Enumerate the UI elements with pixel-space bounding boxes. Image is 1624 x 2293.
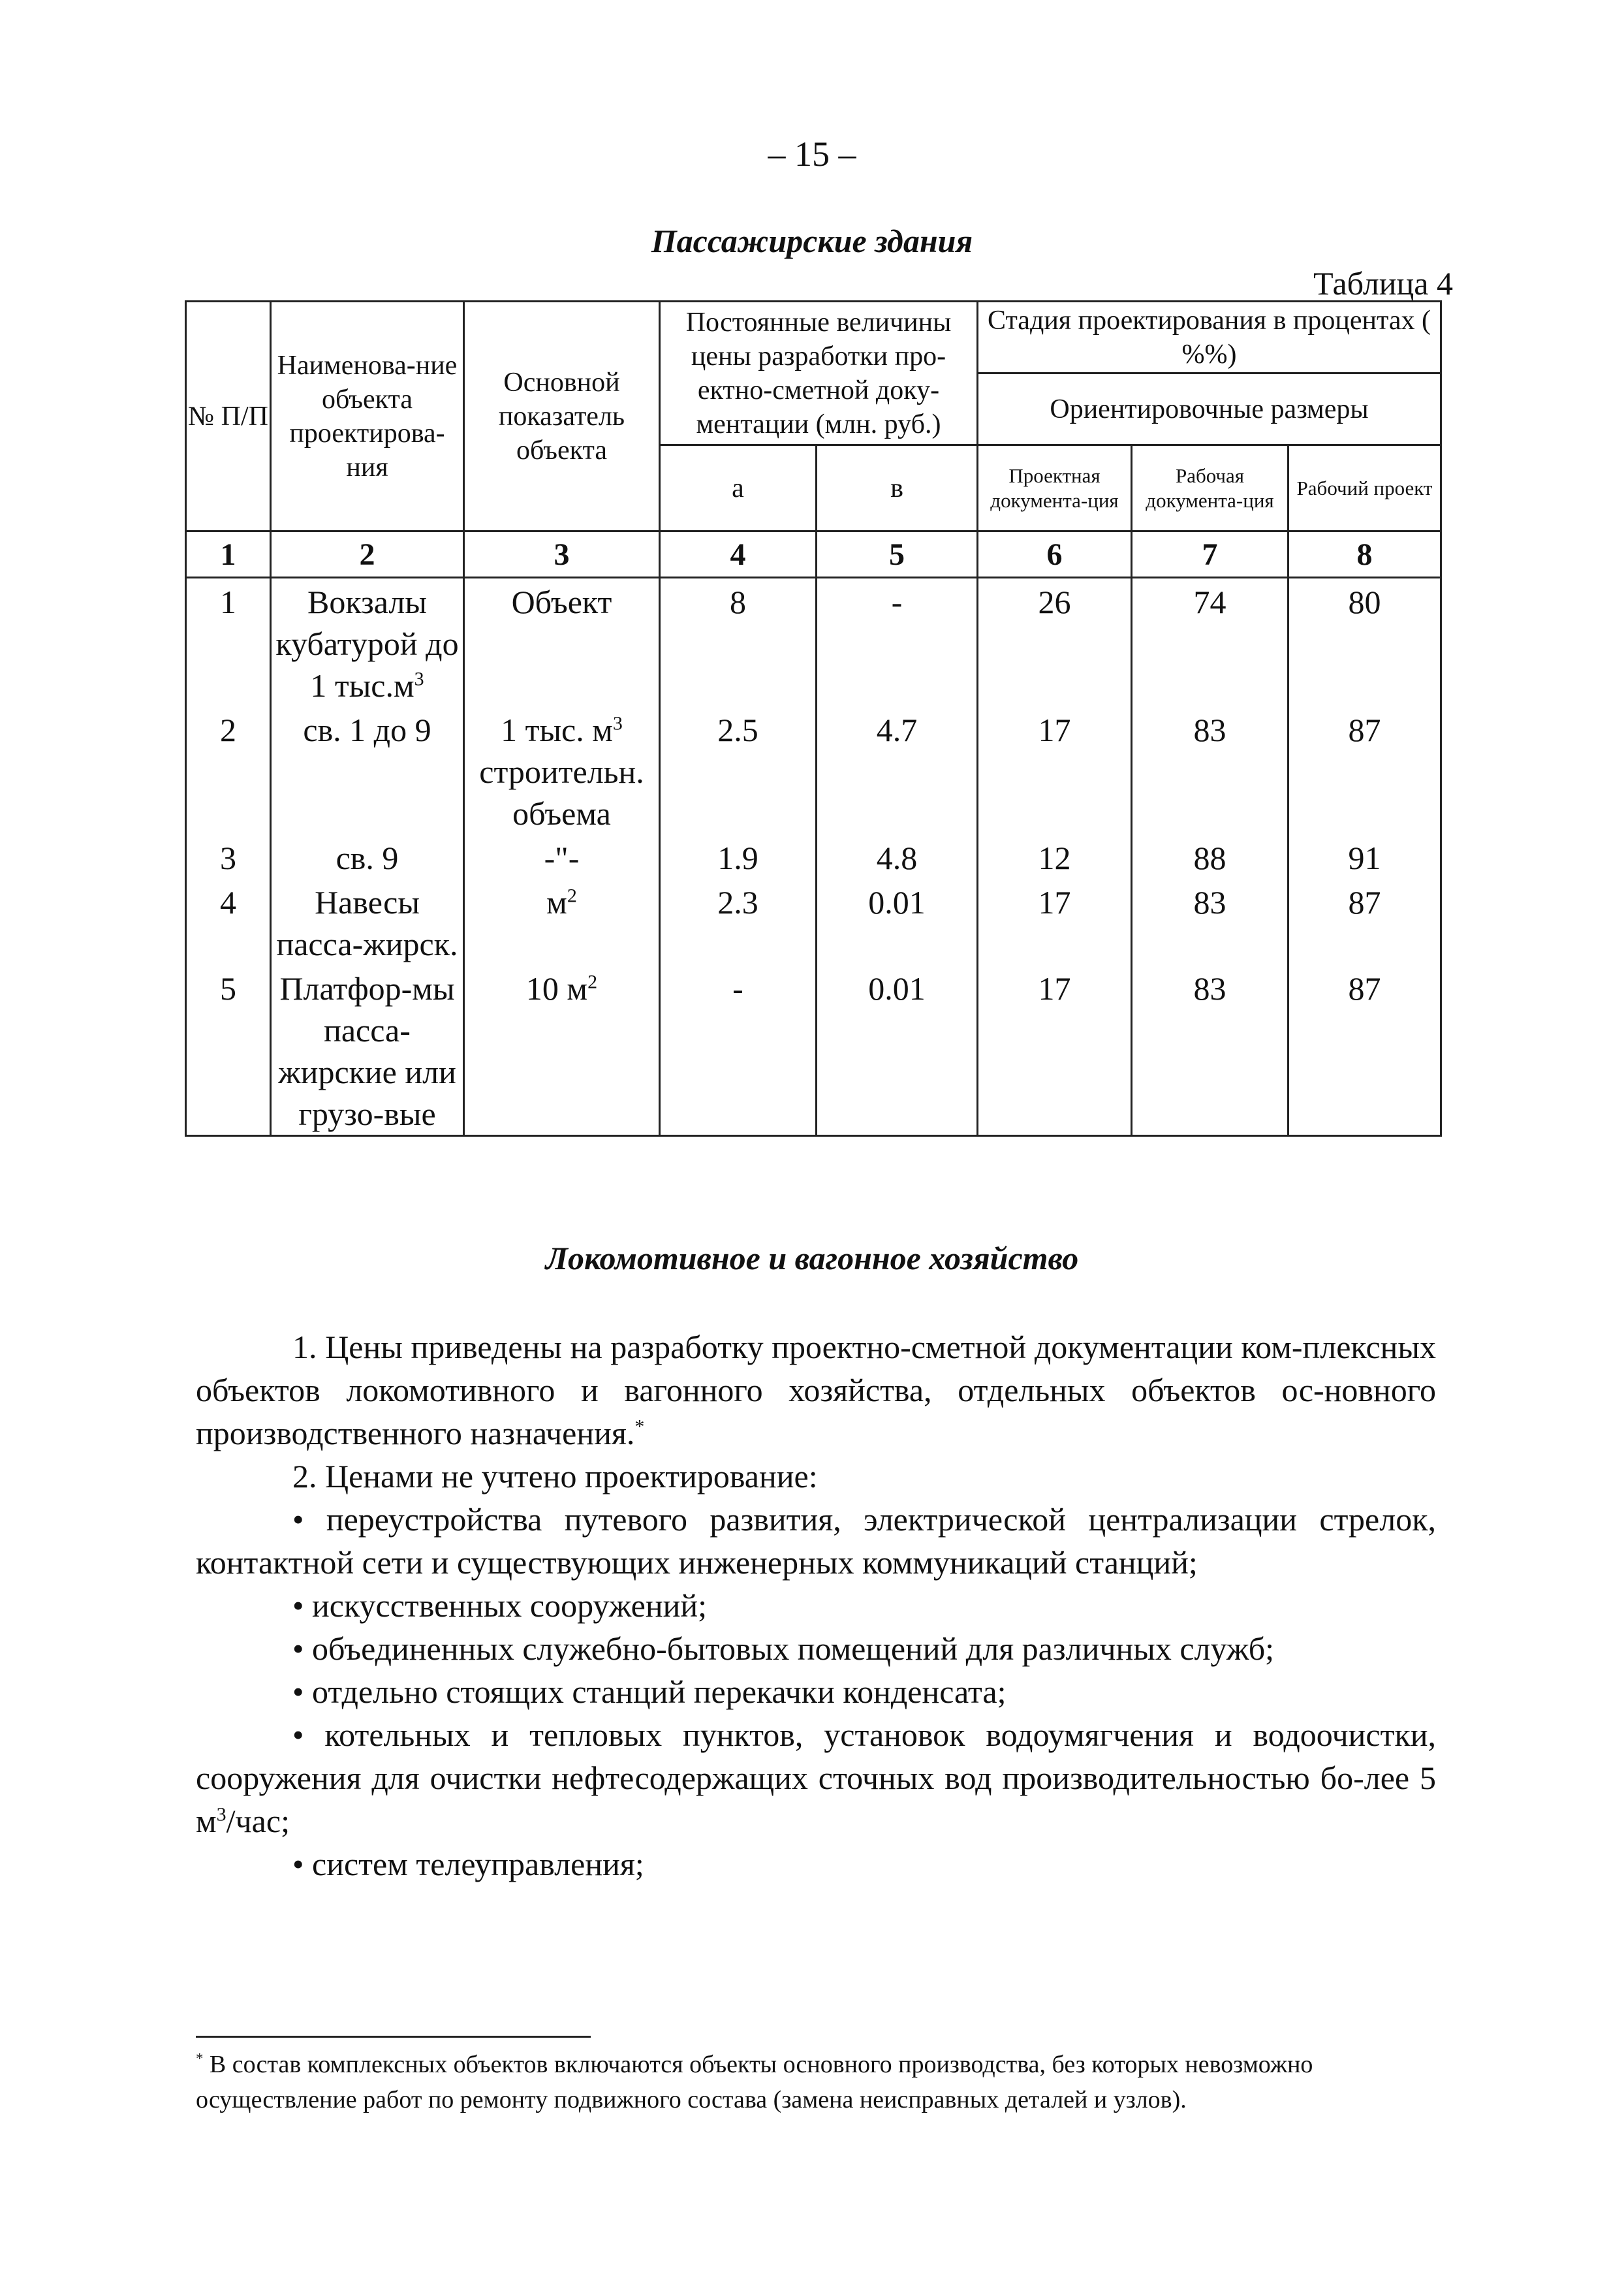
cell-indicator: -"- — [464, 834, 660, 879]
table-row — [186, 879, 1441, 965]
column-number: 1 — [186, 531, 271, 578]
cell-work-doc: 74 — [1132, 578, 1288, 707]
bullet-item: • отдельно стоящих станций перекачки конденсата; — [196, 1670, 1436, 1713]
bullet-item: • объединенных служебно-бытовых помещений для различных служб; — [196, 1627, 1436, 1670]
column-number: 4 — [660, 531, 817, 578]
cell-work-doc: 83 — [1132, 879, 1288, 965]
header-work-project: Рабочий проект — [1288, 445, 1441, 531]
cell-num: 3 — [186, 834, 271, 879]
cell-project-doc: 26 — [978, 578, 1132, 707]
bullet-item: • искусственных сооружений; — [196, 1584, 1436, 1627]
cell-work-project: 87 — [1288, 879, 1441, 965]
table-row — [186, 578, 1441, 707]
cell-name: Платфор-мы пасса-жирские или грузо-вые — [271, 965, 464, 1136]
price-table — [185, 300, 1442, 1137]
cell-work-doc: 88 — [1132, 834, 1288, 879]
bullet-item: • систем телеуправления; — [196, 1842, 1436, 1886]
cell-name: св. 1 до 9 — [271, 706, 464, 834]
cell-indicator: $м^2$ — [464, 879, 660, 965]
cell-work-project: 80 — [1288, 578, 1441, 707]
header-project-doc: Проектная документа-ция — [978, 445, 1132, 531]
cell-num: 5 — [186, 965, 271, 1136]
cell-name: Навесы пасса-жирск. — [271, 879, 464, 965]
cell-work-project: 91 — [1288, 834, 1441, 879]
paragraph-2: 2. Ценами не учтено проектирование: — [292, 1458, 818, 1494]
cell-b: 0.01 — [817, 965, 978, 1136]
table-row — [186, 834, 1441, 879]
column-number: 3 — [464, 531, 660, 578]
header-indicator: Основной показатель объекта — [464, 302, 660, 531]
cell-a: - — [660, 965, 817, 1136]
header-object-name: Наименова-ние объекта проектирова-ния — [271, 302, 464, 531]
cell-b: 0.01 — [817, 879, 978, 965]
section-title-locomotive: Локомотивное и вагонное хозяйство — [545, 1240, 1079, 1276]
table-row — [186, 965, 1441, 1136]
table-label: Таблица 4 — [1313, 265, 1453, 302]
bullet-item: • переустройства путевого развития, электрической централизации стрелок, контактной сети и существующих инженерных коммуникаций станций; — [196, 1498, 1436, 1584]
section-title-passenger: Пассажирские здания — [651, 223, 973, 259]
header-num: № П/П — [186, 302, 271, 531]
cell-a: 2.3 — [660, 879, 817, 965]
cell-work-project: 87 — [1288, 706, 1441, 834]
paragraph-1: 1. Цены приведены на разработку проектно-сметной документации ком-плексных объектов локомотивного и вагонного хозяйства, отдельных объектов ос-новного производственного назначения.* — [196, 1329, 1436, 1451]
cell-name: Вокзалы кубатурой до 1 $тыс.м^3$ — [271, 578, 464, 707]
header-col-a: а — [660, 445, 817, 531]
footnote-divider — [196, 2036, 591, 2038]
header-work-doc: Рабочая документа-ция — [1132, 445, 1288, 531]
cell-num: 1 — [186, 578, 271, 707]
cell-num: 4 — [186, 879, 271, 965]
cell-indicator: 10 $м^2$ — [464, 965, 660, 1136]
bullet-item: • котельных и тепловых пунктов, установок водоумягчения и водоочистки, сооружения для очистки нефтесодержащих сточных вод производительностью бо-лее 5 $м^3$/час; — [196, 1713, 1436, 1842]
cell-project-doc: 17 — [978, 965, 1132, 1136]
cell-a: 1.9 — [660, 834, 817, 879]
cell-b: 4.7 — [817, 706, 978, 834]
cell-indicator: 1 тыс. $м^3$ строительн. объема — [464, 706, 660, 834]
cell-project-doc: 17 — [978, 879, 1132, 965]
header-constants: Постоянные величины цены разработки про-ектно-сметной доку-ментации (млн. руб.) — [660, 302, 978, 445]
column-number: 7 — [1132, 531, 1288, 578]
header-col-b: в — [817, 445, 978, 531]
cell-indicator: Объект — [464, 578, 660, 707]
cell-name: св. 9 — [271, 834, 464, 879]
header-sizes: Ориентировочные размеры — [978, 373, 1441, 445]
cell-a: 8 — [660, 578, 817, 707]
cell-project-doc: 12 — [978, 834, 1132, 879]
footnote: * В состав комплексных объектов включаются объекты основного производства, без которых невозможно осуществление работ по ремонту подвижного состава (замена неисправных деталей и узлов). — [196, 2050, 1313, 2113]
page-number: – 15 – — [768, 134, 856, 174]
cell-b: - — [817, 578, 978, 707]
cell-num: 2 — [186, 706, 271, 834]
column-number: 8 — [1288, 531, 1441, 578]
header-stage: Стадия проектирования в процентах ( %%) — [978, 302, 1441, 373]
cell-work-doc: 83 — [1132, 965, 1288, 1136]
cell-work-project: 87 — [1288, 965, 1441, 1136]
column-number: 6 — [978, 531, 1132, 578]
cell-b: 4.8 — [817, 834, 978, 879]
cell-a: 2.5 — [660, 706, 817, 834]
cell-work-doc: 83 — [1132, 706, 1288, 834]
column-number: 2 — [271, 531, 464, 578]
column-number: 5 — [817, 531, 978, 578]
cell-project-doc: 17 — [978, 706, 1132, 834]
table-row — [186, 706, 1441, 834]
